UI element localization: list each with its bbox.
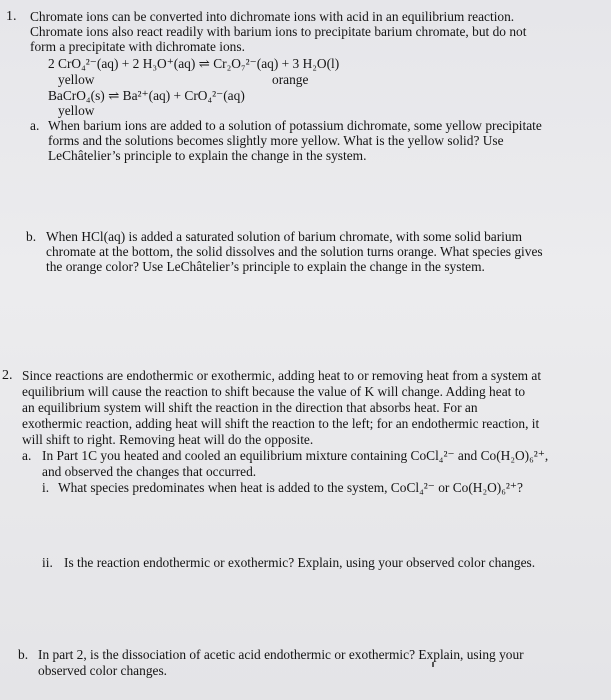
q1-part-b-line-1: When HCl(aq) is added a saturated solution of barium chromate, with some solid barium <box>46 229 522 244</box>
pen-mark <box>432 662 434 667</box>
q1-part-a-line-3: LeChâtelier’s principle to explain the change in the system. <box>48 148 367 163</box>
q2-part-b-line-1: In part 2, is the dissociation of acetic acid endothermic or exothermic? Explain, using your <box>38 647 524 662</box>
q2-intro-line-4: exothermic reaction, adding heat will shift the reaction to the left; for an endothermic reaction, it <box>22 416 540 431</box>
q2-part-a-line-2: and observed the changes that occurred. <box>42 464 257 479</box>
q1-part-b-label: b. <box>26 229 37 244</box>
q1-equation-1-orange-label: orange <box>272 72 309 87</box>
q1-intro-line-1: Chromate ions can be converted into dichromate ions with acid in an equilibrium reaction. <box>30 9 515 24</box>
q1-part-a-line-2: forms and the solutions becomes slightly more yellow. What is the yellow solid? Use <box>48 133 504 148</box>
q1-part-b-line-2: chromate at the bottom, the solid dissolves and the solution turns orange. What species gives <box>46 244 543 259</box>
q2-part-a-label: a. <box>22 448 32 463</box>
q2-part-a-i-label: i. <box>42 480 50 495</box>
question-2-number: 2. <box>2 368 13 383</box>
q2-part-b-line-2: observed color changes. <box>38 663 168 678</box>
q1-part-b-line-3: the orange color? Use LeChâtelier’s principle to explain the change in the system. <box>46 259 485 274</box>
q1-equation-1: 2 CrO₄²⁻(aq) + 2 H₃O⁺(aq) ⇌ Cr₂O₇²⁻(aq) + 3 H₂O(l) <box>48 56 340 71</box>
q2-part-a-ii-label: ii. <box>42 555 53 570</box>
q1-part-a-label: a. <box>30 118 40 133</box>
q2-part-a-ii-text: Is the reaction endothermic or exothermic? Explain, using your observed color changes. <box>64 555 536 570</box>
q1-intro-line-2: Chromate ions also react readily with barium ions to precipitate barium chromate, but do not <box>30 24 527 39</box>
q2-intro-line-3: an equilibrium system will shift the reaction in the direction that absorbs heat. For an <box>22 400 478 415</box>
q2-part-a-i-text: What species predominates when heat is added to the system, CoCl₄²⁻ or Co(H₂O)₆²⁺? <box>58 480 523 495</box>
q1-part-a-line-1: When barium ions are added to a solution of potassium dichromate, some yellow precipitate <box>48 118 542 133</box>
q1-intro-line-3: form a precipitate with dichromate ions. <box>30 39 245 54</box>
q2-intro-line-2: equilibrium will cause the reaction to shift because the value of K will change. Adding heat to <box>22 384 526 399</box>
q2-part-a-line-1: In Part 1C you heated and cooled an equilibrium mixture containing CoCl₄²⁻ and Co(H₂O)₆²⁺, <box>42 448 549 463</box>
q2-intro-line-1: Since reactions are endothermic or exothermic, adding heat to or removing heat from a system at <box>22 368 542 383</box>
question-1-number: 1. <box>6 9 17 24</box>
q2-part-b-label: b. <box>18 647 29 662</box>
q2-intro-line-5: will shift to right. Removing heat will do the opposite. <box>22 432 314 447</box>
q1-equation-2: BaCrO₄(s) ⇌ Ba²⁺(aq) + CrO₄²⁻(aq) <box>48 88 245 103</box>
q1-equation-1-yellow-label: yellow <box>58 72 95 87</box>
q1-equation-2-yellow-label: yellow <box>58 103 95 118</box>
